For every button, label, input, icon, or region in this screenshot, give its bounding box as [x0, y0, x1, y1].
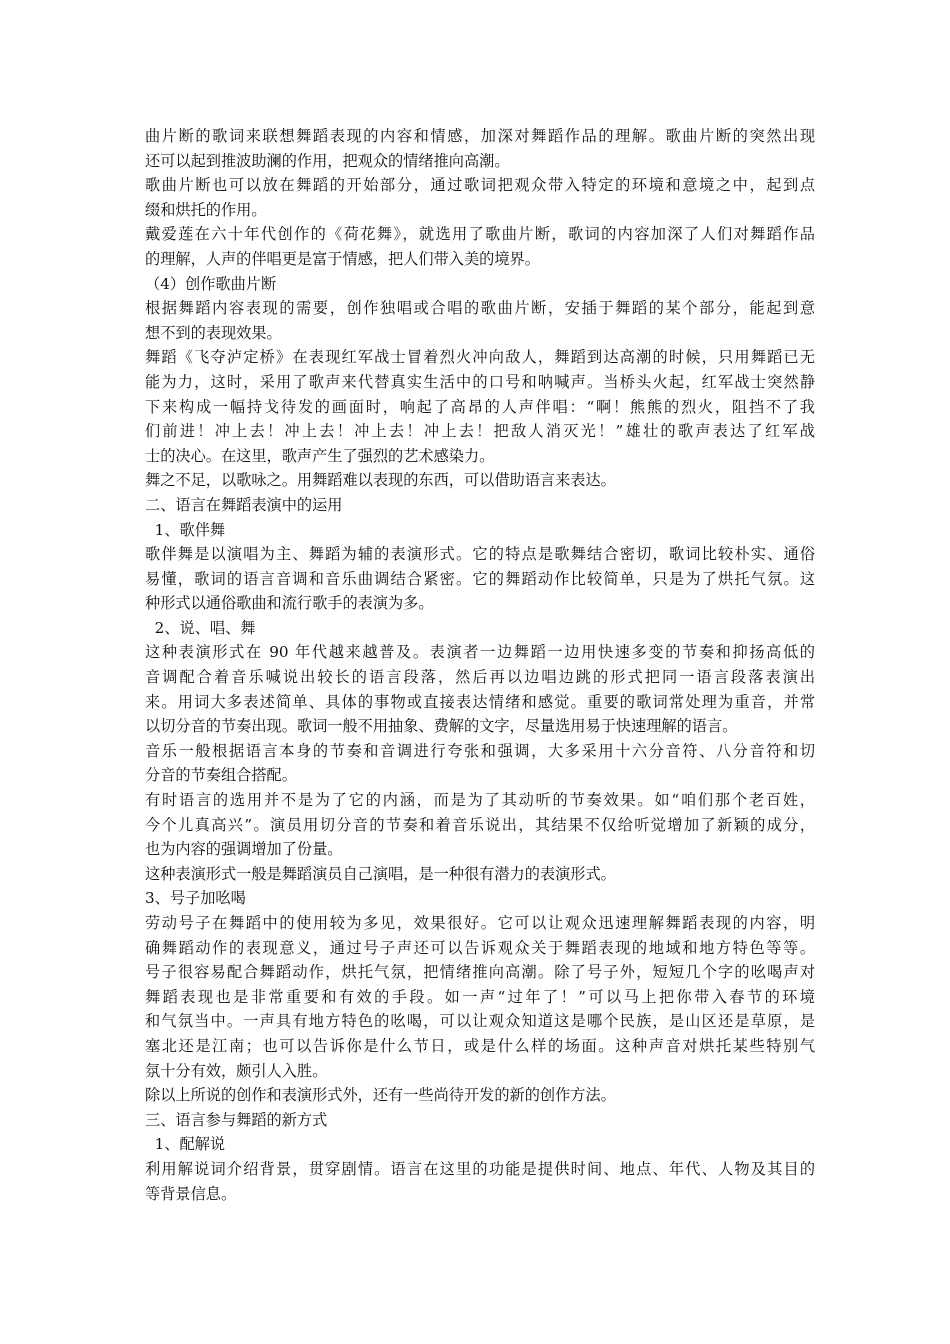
text-line: 除以上所说的创作和表演形式外，还有一些尚待开发的新的创作方法。 [145, 1086, 616, 1105]
text-line: 歌伴舞是以演唱为主、舞蹈为辅的表演形式。它的特点是歌舞结合密切，歌词比较朴实、通俗 [145, 545, 815, 564]
text-line: 3、号子加吆喝 [145, 889, 246, 908]
text-line: 这种表演形式在 90 年代越来越普及。表演者一边舞蹈一边用快速多变的节奏和抑扬高低的 [145, 643, 815, 662]
text-line: 舞蹈《飞夺泸定桥》在表现红军战士冒着烈火冲向敌人，舞蹈到达高潮的时候，只用舞蹈已无 [145, 348, 815, 367]
text-line: 能为力，这时，采用了歌声来代替真实生活中的口号和呐喊声。当桥头火起，红军战士突然静 [145, 372, 815, 391]
text-line: 塞北还是江南；也可以告诉你是什么节日，或是什么样的场面。这种声音对烘托某些特别气 [145, 1036, 815, 1055]
text-line: 1、配解说 [145, 1135, 226, 1154]
text-line: 舞之不足，以歌咏之。用舞蹈难以表现的东西，可以借助语言来表达。 [145, 471, 616, 490]
text-line: （4）创作歌曲片断 [145, 274, 277, 293]
text-line: 舞蹈表现也是非常重要和有效的手段。如一声“过年了！”可以马上把你带入春节的环境 [145, 987, 815, 1006]
text-line: 有时语言的选用并不是为了它的内涵，而是为了其动听的节奏效果。如“咱们那个老百姓， [145, 791, 815, 810]
text-line: 劳动号子在舞蹈中的使用较为多见，效果很好。它可以让观众迅速理解舞蹈表现的内容，明 [145, 914, 815, 932]
text-line: 这种表演形式一般是舞蹈演员自己演唱，是一种很有潜力的表演形式。 [145, 864, 616, 883]
text-line: 歌曲片断也可以放在舞蹈的开始部分，通过歌词把观众带入特定的环境和意境之中，起到点 [145, 176, 815, 195]
text-line: 二、语言在舞蹈表演中的运用 [145, 495, 343, 514]
text-line: 三、语言参与舞蹈的新方式 [145, 1110, 328, 1129]
text-line: 缀和烘托的作用。 [145, 200, 267, 219]
text-line: 氛十分有效，颇引人入胜。 [145, 1061, 328, 1080]
text-line: 音调配合着音乐喊说出较长的语言段落，然后再以边唱边跳的形式把同一语言段落表演出 [145, 668, 815, 687]
text-line: 音乐一般根据语言本身的节奏和音调进行夸张和强调，大多采用十六分音符、八分音符和切 [145, 741, 815, 760]
text-line: 还可以起到推波助澜的作用，把观众的情绪推向高潮。 [145, 151, 510, 170]
text-line: 戴爱莲在六十年代创作的《荷花舞》，就选用了歌曲片断，歌词的内容加深了人们对舞蹈作品 [145, 225, 815, 244]
text-line: 来。用词大多表述简单、具体的事物或直接表达情绪和感觉。重要的歌词常处理为重音，并常 [145, 692, 815, 711]
text-line: 易懂，歌词的语言音调和音乐曲调结合紧密。它的舞蹈动作比较简单，只是为了烘托气氛。这 [145, 569, 815, 588]
text-line: 以切分音的节奏出现。歌词一般不用抽象、费解的文字，尽量选用易于快速理解的语言。 [145, 717, 738, 736]
text-line: 根据舞蹈内容表现的需要，创作独唱或合唱的歌曲片断，安插于舞蹈的某个部分，能起到意 [145, 299, 815, 318]
text-line: 1、歌伴舞 [145, 520, 226, 539]
text-line: 也为内容的强调增加了份量。 [145, 840, 343, 859]
text-line: 们前进！冲上去！冲上去！冲上去！冲上去！把敌人消灭光！”雄壮的歌声表达了红军战 [145, 422, 815, 441]
text-line: 下来构成一幅持戈待发的画面时，响起了高昂的人声伴唱：“啊！熊熊的烈火，阻挡不了我 [145, 397, 815, 416]
text-line: 士的决心。在这里，歌声产生了强烈的艺术感染力。 [145, 446, 495, 465]
text-line: 确舞蹈动作的表现意义，通过号子声还可以告诉观众关于舞蹈表现的地域和地方特色等等。 [145, 938, 815, 957]
text-line: 2、说、唱、舞 [145, 618, 256, 637]
text-line: 分音的节奏组合搭配。 [145, 766, 297, 785]
text-line: 想不到的表现效果。 [145, 323, 282, 342]
text-line: 的理解，人声的伴唱更是富于情感，把人们带入美的境界。 [145, 249, 540, 268]
text-line: 今个儿真高兴”。演员用切分音的节奏和着音乐说出，其结果不仅给听觉增加了新颖的成分， [145, 815, 815, 834]
text-line: 利用解说词介绍背景，贯穿剧情。语言在这里的功能是提供时间、地点、年代、人物及其目的 [145, 1159, 815, 1178]
text-line: 号子很容易配合舞蹈动作，烘托气氛，把情绪推向高潮。除了号子外，短短几个字的吆喝声对 [145, 963, 815, 982]
text-line: 和气氛当中。一声具有地方特色的吆喝，可以让观众知道这是哪个民族，是山区还是草原，是 [145, 1012, 815, 1031]
text-line: 种形式以通俗歌曲和流行歌手的表演为多。 [145, 594, 434, 613]
text-line: 曲片断的歌词来联想舞蹈表现的内容和情感，加深对舞蹈作品的理解。歌曲片断的突然出现 [145, 127, 815, 145]
text-line: 等背景信息。 [145, 1184, 237, 1203]
document-page [145, 124, 815, 1206]
